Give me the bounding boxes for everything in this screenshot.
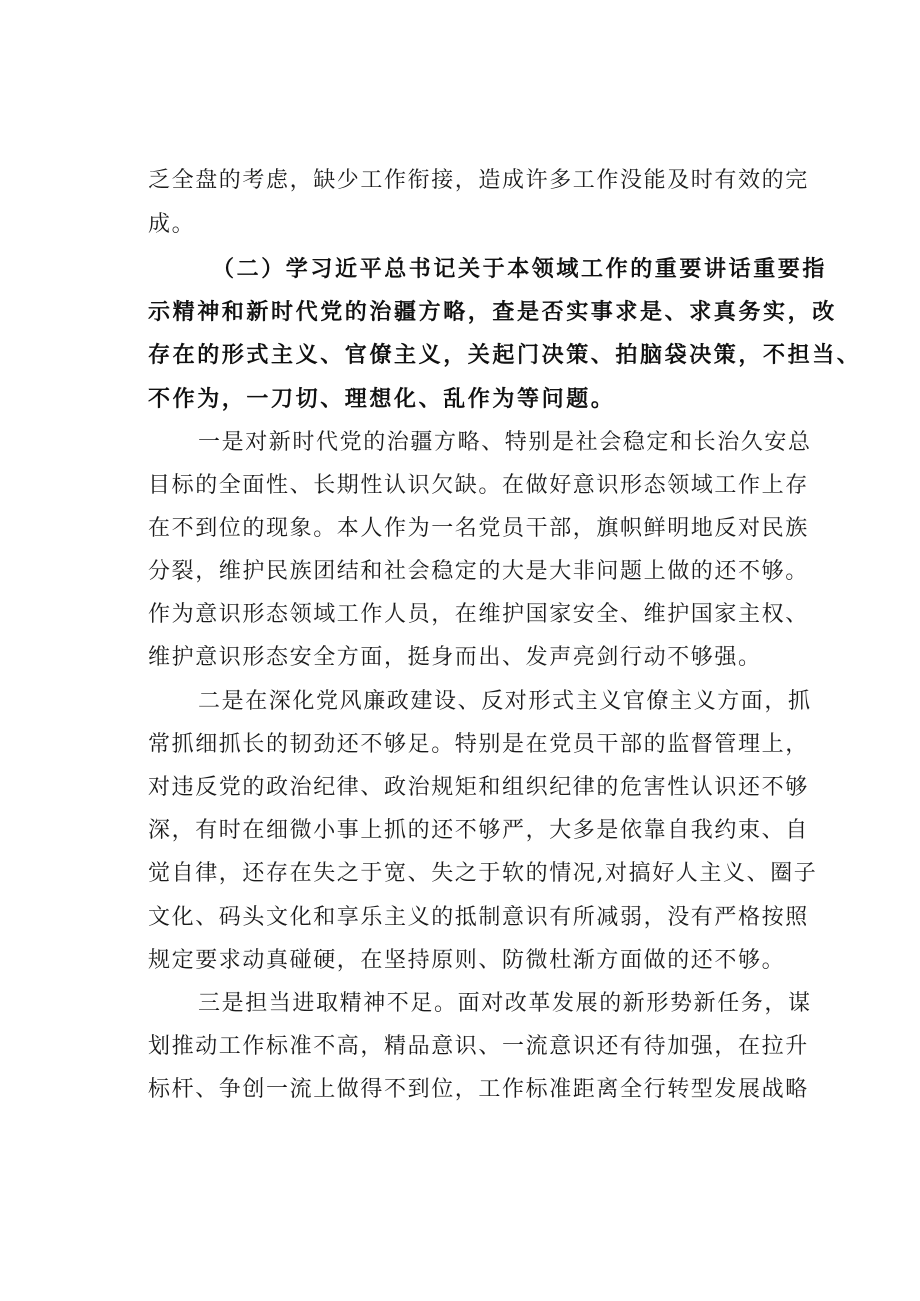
paragraph-2-line-4: 深，有时在细微小事上抓的还不够严，大多是依靠自我约束、自 <box>148 818 809 843</box>
paragraph-1-line-2: 目标的全面性、长期性认识欠缺。在做好意识形态领域工作上存 <box>148 473 809 498</box>
carryover-line-2: 成。 <box>148 212 196 237</box>
paragraph-3-line-3: 标杆、争创一流上做得不到位，工作标准距离全行转型发展战略 <box>148 1077 809 1102</box>
paragraph-2-line-1: 二是在深化党风廉政建设、反对形式主义官僚主义方面，抓 <box>198 689 812 714</box>
paragraph-1-line-5: 作为意识形态领域工作人员，在维护国家安全、维护国家主权、 <box>148 602 809 627</box>
paragraph-1-line-4: 分裂，维护民族团结和社会稳定的大是大非问题上做的还不够。 <box>148 559 809 584</box>
paragraph-2-line-2: 常抓细抓长的韧劲还不够足。特别是在党员干部的监督管理上， <box>148 732 809 757</box>
paragraph-2-line-6: 文化、码头文化和享乐主义的抵制意识有所减弱，没有严格按照 <box>148 905 809 930</box>
section-heading-line-4: 不作为，一刀切、理想化、乱作为等问题。 <box>148 387 616 412</box>
paragraph-1-line-1: 一是对新时代党的治疆方略、特别是社会稳定和长治久安总 <box>198 430 812 455</box>
paragraph-3-line-2: 划推动工作标准不高，精品意识、一流意识还有待加强，在拉升 <box>148 1034 809 1059</box>
section-heading-line-1: （二）学习近平总书记关于本领域工作的重要讲话重要指 <box>212 257 828 282</box>
paragraph-1-line-3: 在不到位的现象。本人作为一名党员干部，旗帜鲜明地反对民族 <box>148 516 809 541</box>
paragraph-2-line-7: 规定要求动真碰硬，在坚持原则、防微杜渐方面做的还不够。 <box>148 948 786 973</box>
carryover-line-1: 乏全盘的考虑，缺少工作衔接，造成许多工作没能及时有效的完 <box>148 168 809 193</box>
section-heading-line-3: 存在的形式主义、官僚主义，关起门决策、拍脑袋决策，不担当、 <box>148 343 862 368</box>
paragraph-3-line-1: 三是担当进取精神不足。面对改革发展的新形势新任务，谋 <box>198 991 812 1016</box>
paragraph-1-line-6: 维护意识形态安全方面，挺身而出、发声亮剑行动不够强。 <box>148 645 762 670</box>
section-heading-line-2: 示精神和新时代党的治疆方略，查是否实事求是、求真务实，改 <box>148 300 837 325</box>
paragraph-2-line-3: 对违反党的政治纪律、政治规矩和组织纪律的危害性认识还不够 <box>148 775 809 800</box>
paragraph-2-line-5: 觉自律，还存在失之于宽、失之于软的情况,对搞好人主义、圈子 <box>148 861 818 886</box>
